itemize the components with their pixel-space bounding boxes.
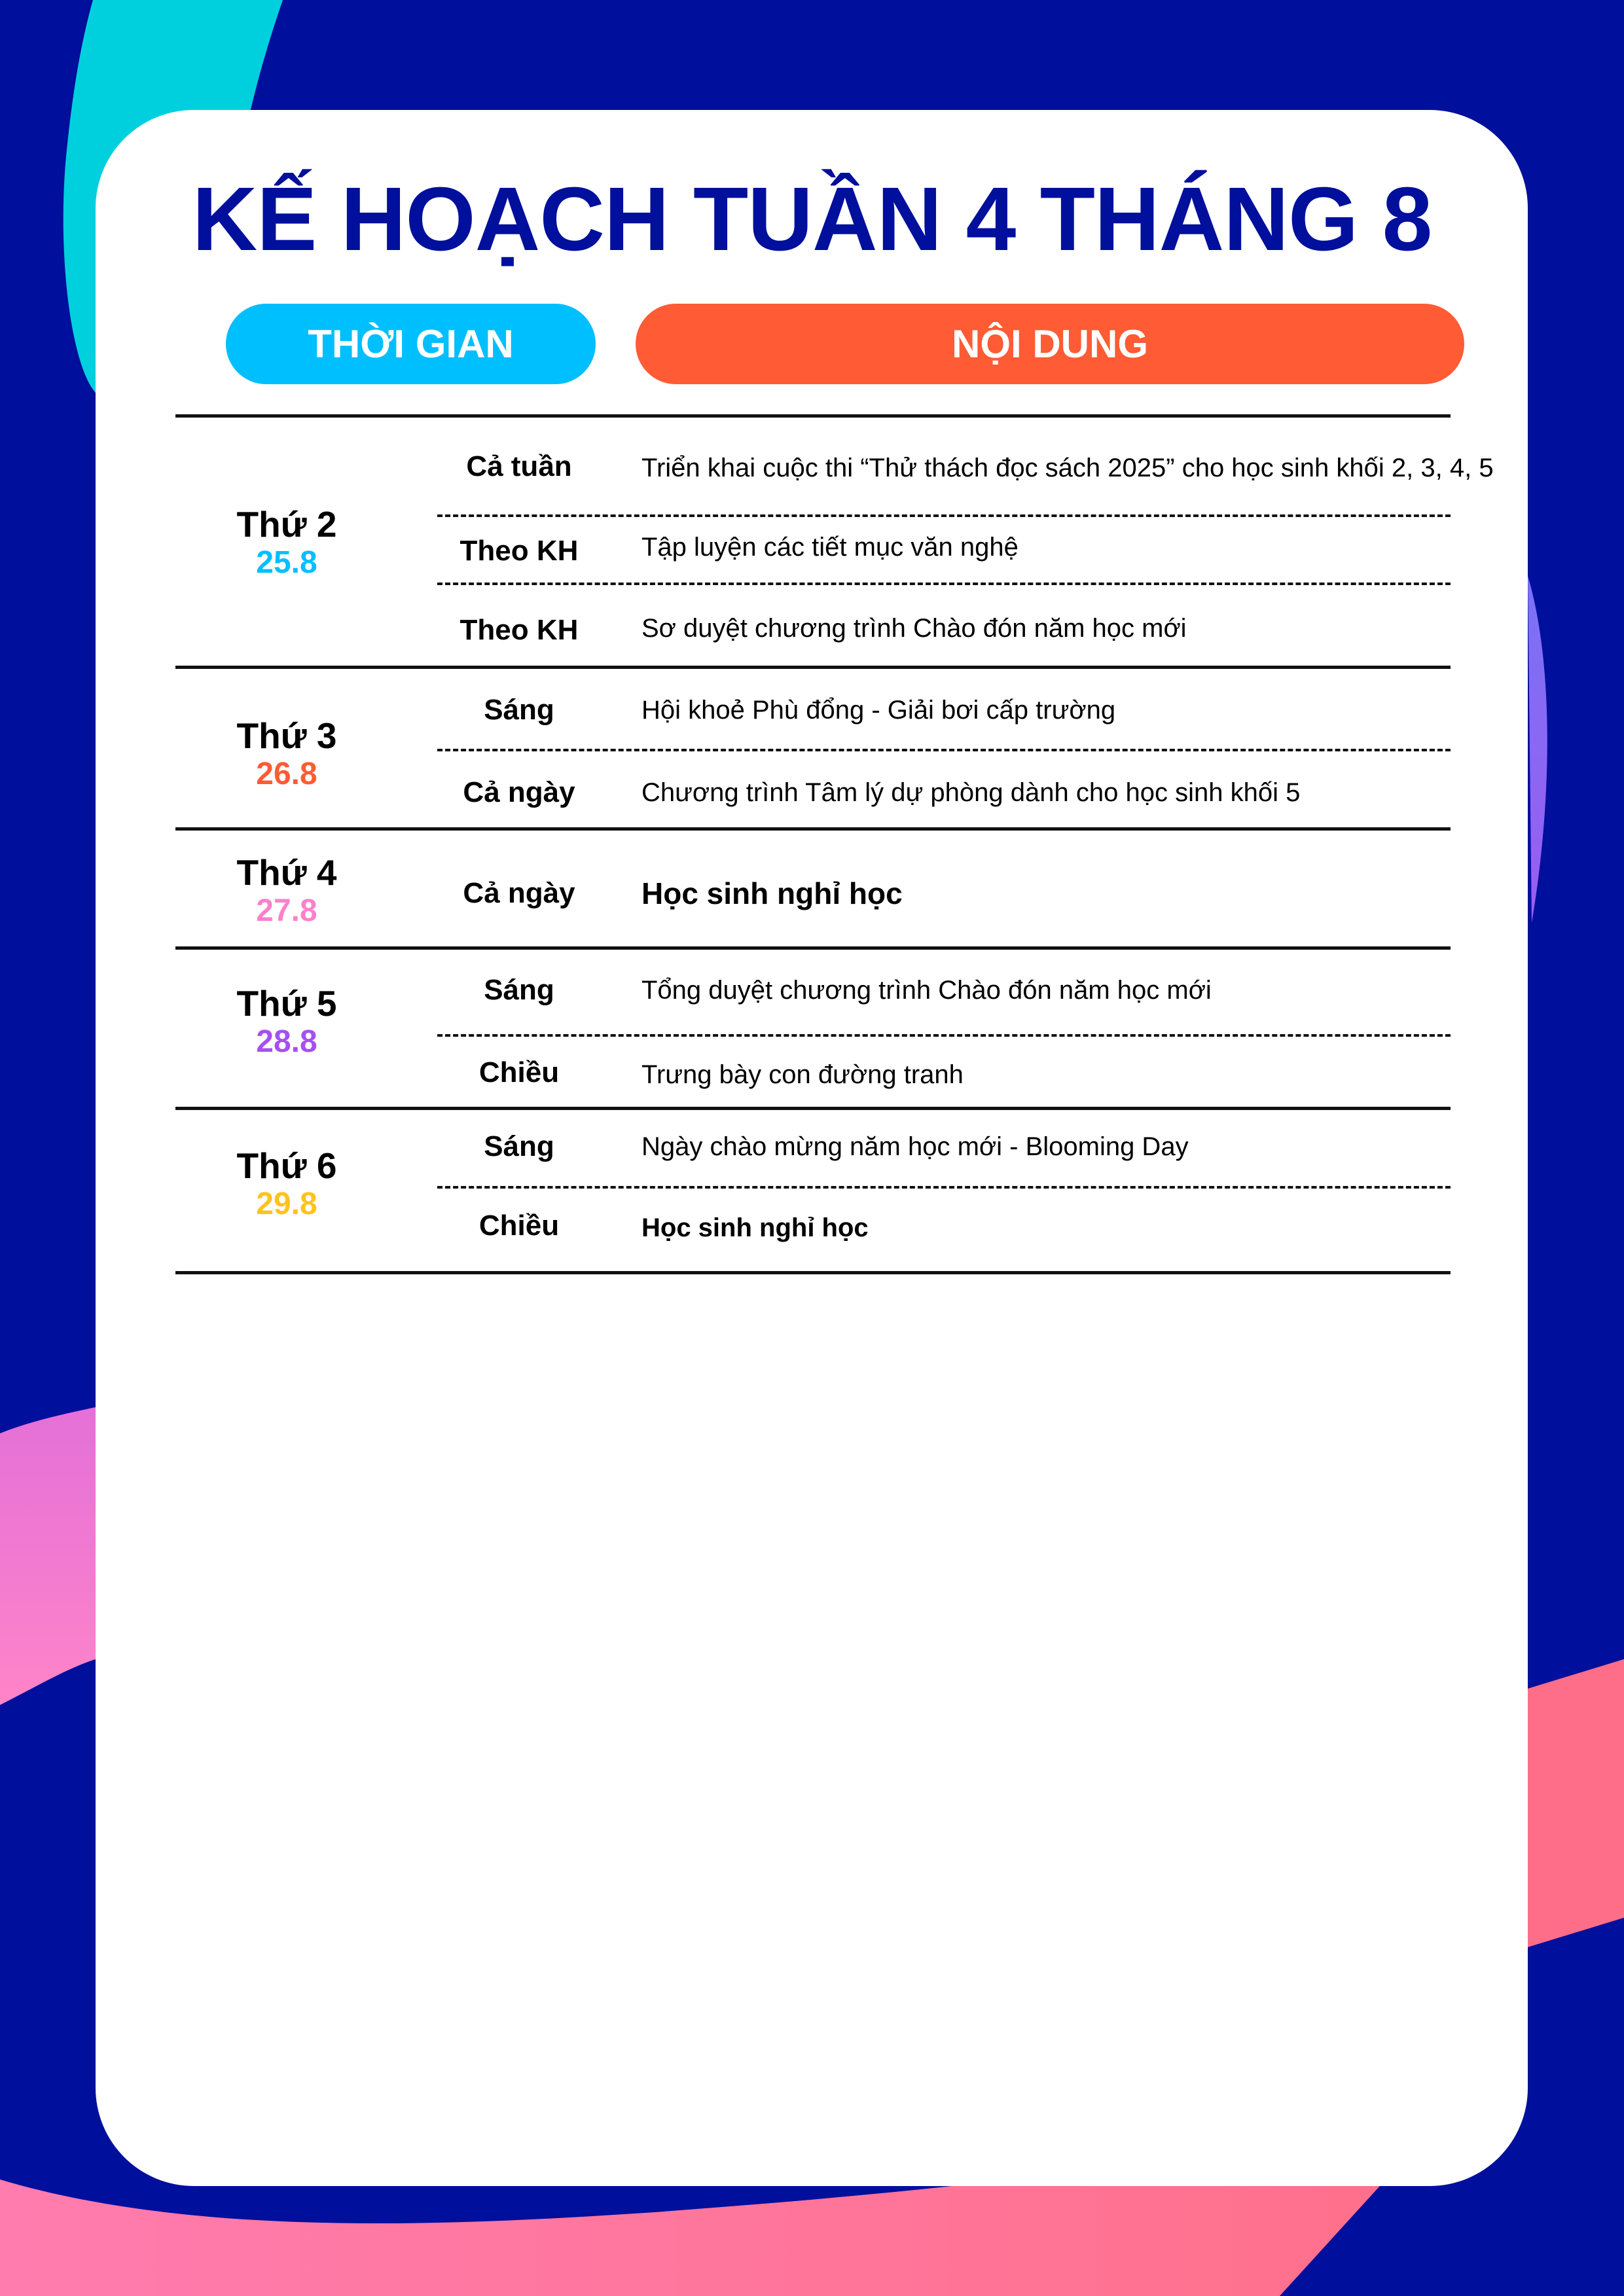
day-name: Thứ 3 — [236, 715, 337, 756]
activity-text: Học sinh nghỉ học — [641, 876, 903, 910]
day-monday — [175, 504, 398, 581]
divider-day — [175, 946, 1451, 950]
activity-text: Ngày chào mừng năm học mới - Blooming Day — [641, 1132, 1189, 1161]
time-slot: Chiều — [478, 1210, 560, 1242]
divider-day — [175, 666, 1451, 669]
header-time — [226, 304, 596, 384]
header-time-label: THỜI GIAN — [308, 322, 514, 366]
day-date: 29.8 — [256, 1187, 317, 1221]
header-content-label: NỘI DUNG — [952, 322, 1148, 366]
time-slot: Theo KH — [460, 535, 579, 567]
activity-text: Sơ duyệt chương trình Chào đón năm học mới — [641, 614, 1187, 643]
divider-day — [175, 1107, 1451, 1110]
activity-text: Trưng bày con đường tranh — [641, 1060, 964, 1089]
divider-dashed — [437, 583, 1451, 585]
divider-day — [175, 827, 1451, 831]
divider-dashed — [437, 749, 1451, 751]
divider-dashed — [437, 514, 1451, 517]
day-name: Thứ 5 — [236, 983, 337, 1024]
day-date: 25.8 — [256, 545, 317, 580]
divider-bottom — [175, 1271, 1451, 1274]
day-name: Thứ 2 — [236, 504, 337, 545]
activity-text: Chương trình Tâm lý dự phòng dành cho học sinh khối 5 — [641, 778, 1301, 807]
time-slot: Theo KH — [460, 614, 579, 646]
activity-text: Triển khai cuộc thi “Thử thách đọc sách 2025” cho học sinh khối 2, 3, 4, 5 — [641, 454, 1494, 482]
time-slot: Chiều — [478, 1056, 560, 1088]
divider-top — [175, 414, 1451, 418]
activity-text: Tổng duyệt chương trình Chào đón năm học mới — [641, 976, 1212, 1005]
day-date: 26.8 — [256, 757, 317, 791]
day-thursday — [175, 983, 398, 1060]
day-name: Thứ 6 — [236, 1145, 337, 1186]
day-wednesday — [175, 852, 398, 929]
day-date: 27.8 — [256, 893, 317, 928]
divider-dashed — [437, 1034, 1451, 1037]
day-name: Thứ 4 — [236, 852, 337, 893]
divider-dashed — [437, 1186, 1451, 1189]
page-title: KẾ HOẠCH TUẦN 4 THÁNG 8 — [192, 169, 1432, 270]
activity-text: Hội khoẻ Phù đổng - Giải bơi cấp trường — [641, 696, 1116, 725]
time-slot: Sáng — [484, 1130, 554, 1162]
time-slot: Sáng — [484, 694, 554, 726]
coral-shape-right — [1528, 1659, 1624, 1947]
day-date: 28.8 — [256, 1024, 317, 1059]
day-tuesday — [175, 715, 398, 793]
day-friday — [175, 1145, 398, 1223]
activity-text: Học sinh nghỉ học — [641, 1213, 869, 1242]
time-slot: Cả ngày — [463, 776, 575, 808]
time-slot: Cả tuần — [466, 450, 572, 482]
activity-text: Tập luyện các tiết mục văn nghệ — [641, 533, 1019, 562]
pink-shape — [0, 1407, 96, 1705]
time-slot: Cả ngày — [463, 877, 575, 909]
time-slot: Sáng — [484, 974, 554, 1006]
header-content — [636, 304, 1464, 384]
